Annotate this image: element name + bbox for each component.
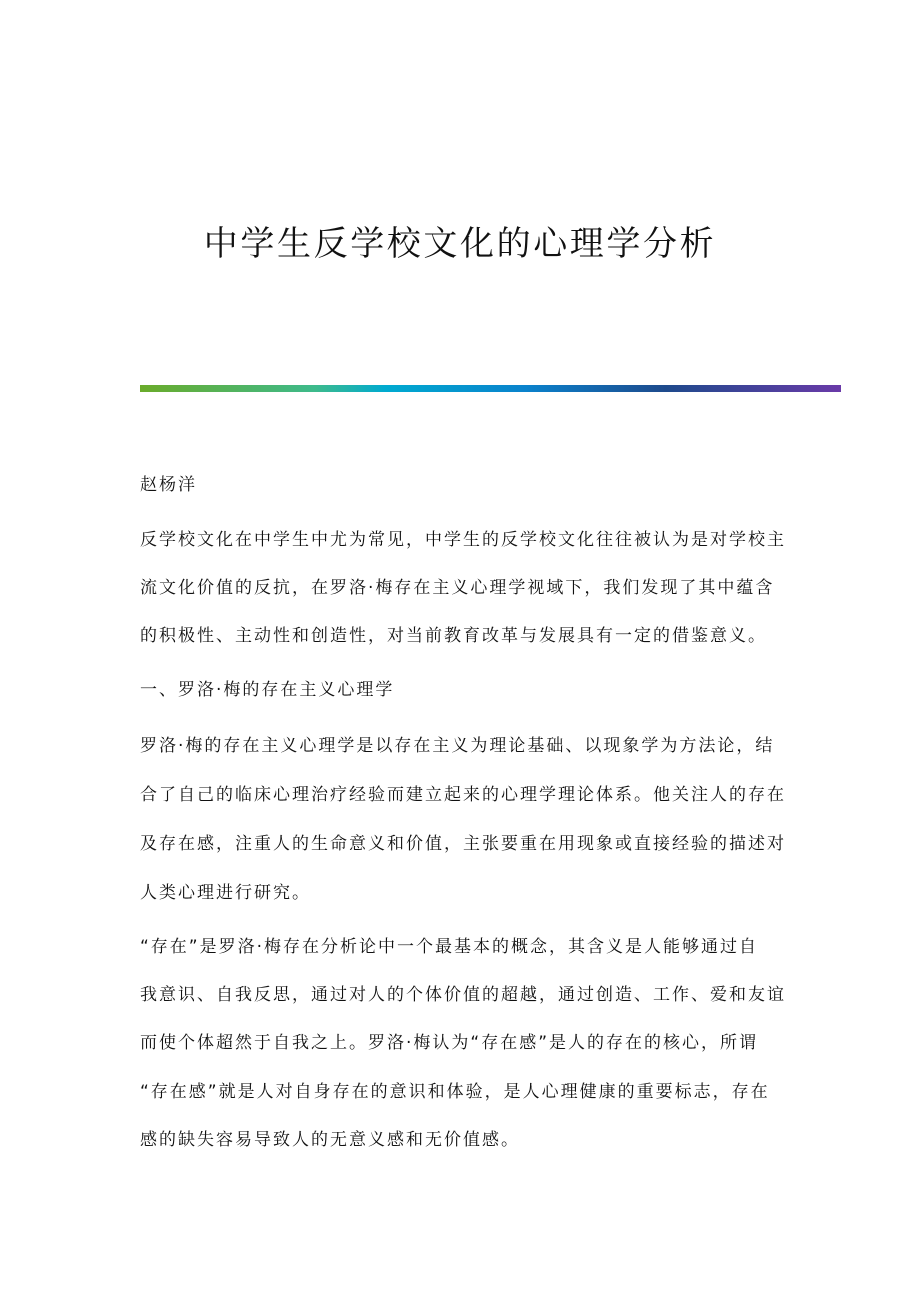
author: 赵杨洋 bbox=[140, 475, 197, 495]
paragraph-line: 罗洛·梅的存在主义心理学是以存在主义为理论基础、以现象学为方法论，结 bbox=[140, 736, 775, 756]
paragraph-line: 感的缺失容易导致人的无意义感和无价值感。 bbox=[140, 1130, 520, 1150]
paragraph-line: 的积极性、主动性和创造性，对当前教育改革与发展具有一定的借鉴意义。 bbox=[140, 626, 767, 646]
document-title: 中学生反学校文化的心理学分析 bbox=[203, 224, 717, 264]
gradient-divider bbox=[140, 385, 841, 392]
paragraph-line: “存在感”就是人对自身存在的意识和体验，是人心理健康的重要标志，存在 bbox=[140, 1082, 770, 1102]
paragraph-line: 流文化价值的反抗，在罗洛·梅存在主义心理学视域下，我们发现了其中蕴含 bbox=[140, 578, 775, 598]
paragraph-line: 而使个体超然于自我之上。罗洛·梅认为“存在感”是人的存在的核心，所谓 bbox=[140, 1033, 759, 1053]
paragraph-line: 合了自己的临床心理治疗经验而建立起来的心理学理论体系。他关注人的存在 bbox=[140, 785, 786, 805]
paragraph-line: 及存在感，注重人的生命意义和价值，主张要重在用现象或直接经验的描述对 bbox=[140, 834, 786, 854]
section-heading: 一、罗洛·梅的存在主义心理学 bbox=[140, 680, 395, 700]
paragraph-line: 反学校文化在中学生中尤为常见，中学生的反学校文化往往被认为是对学校主 bbox=[140, 530, 786, 550]
paragraph-line: 我意识、自我反思，通过对人的个体价值的超越，通过创造、工作、爱和友谊 bbox=[140, 985, 786, 1005]
paragraph-line: “存在”是罗洛·梅存在分析论中一个最基本的概念，其含义是人能够通过自 bbox=[140, 937, 759, 957]
paragraph-line: 人类心理进行研究。 bbox=[140, 883, 311, 903]
